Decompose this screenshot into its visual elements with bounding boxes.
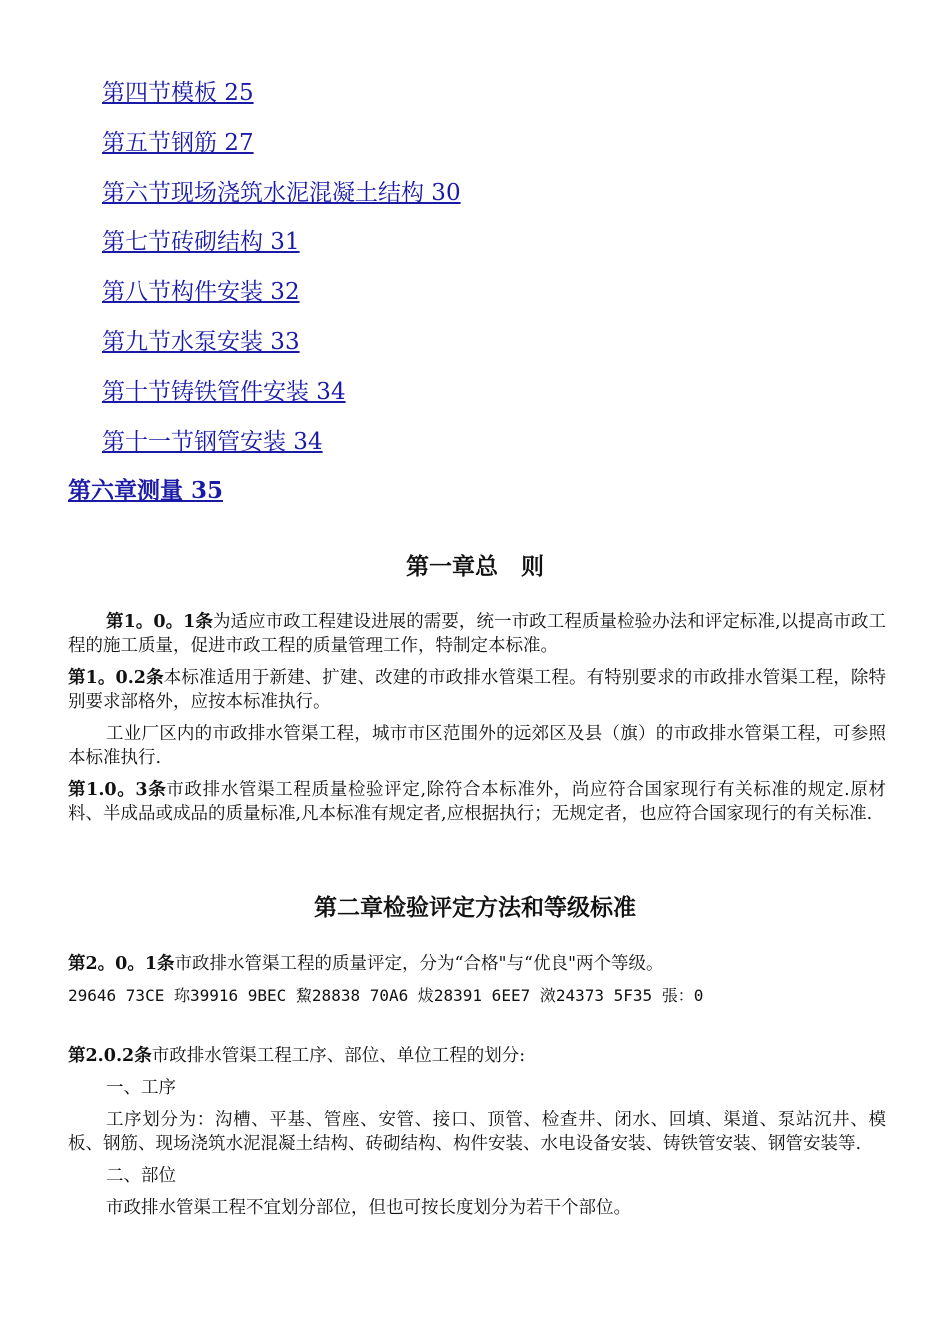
clause-1-0-1 bbox=[68, 610, 886, 658]
clause-text: 市政排水管渠工程工序、部位、单位工程的划分: bbox=[151, 1046, 526, 1066]
clause-label: 第2.0.2条 bbox=[68, 1046, 152, 1066]
clause-text: 为适应市政工程建设进展的需要，统一市政工程质量检验办法和评定标准,以提高市政工程的施工质量，促进市政工程的质量管理工作，特制定本标准。 bbox=[68, 612, 886, 656]
toc-link-section-11[interactable]: 第十一节钢管安装 34 bbox=[102, 428, 323, 455]
clause-label: 第1。0。1条 bbox=[106, 612, 213, 632]
toc-link-chapter-6[interactable]: 第六章测量 35 bbox=[68, 477, 224, 505]
clause-2-0-2 bbox=[68, 1044, 886, 1068]
chapter-2-title: 第二章检验评定方法和等级标准 bbox=[314, 894, 636, 921]
item-2-text: 市政排水管渠工程不宜划分部位，但也可按长度划分为若干个部位。 bbox=[106, 1198, 631, 1218]
clause-1-0-2-note: 工业厂区内的市政排水管渠工程，城市市区范围外的远郊区及县（旗）的市政排水管渠工程，可参照本标准执行. bbox=[68, 724, 886, 768]
code-line: 29646 73CE 珎39916 9BEC 鯬28838 70A6 炦28391 6EE7 滧24373 5F35 張：0 bbox=[68, 986, 704, 1005]
clause-2-0-1 bbox=[68, 952, 886, 976]
toc-link-section-7[interactable]: 第七节砖砌结构 31 bbox=[102, 229, 300, 256]
toc-link-section-5[interactable]: 第五节钢筋 27 bbox=[102, 129, 254, 156]
item-1-heading: 一、工序 bbox=[106, 1078, 176, 1098]
clause-label: 第2。0。1条 bbox=[68, 954, 175, 974]
toc-link-section-9[interactable]: 第九节水泵安装 33 bbox=[102, 328, 300, 355]
item-1-text: 工序划分为：沟槽、平基、管座、安管、接口、顶管、检查井、闭水、回填、渠道、泵站沉井、模板、钢筋、现场浇筑水泥混凝土结构、砖砌结构、构件安装、水电设备安装、铸铁管安装、钢管安装等. bbox=[68, 1110, 886, 1154]
clause-text: 本标准适用于新建、扩建、改建的市政排水管渠工程。有特别要求的市政排水管渠工程，除特别要求部格外，应按本标准执行。 bbox=[68, 668, 887, 712]
toc-link-section-4[interactable]: 第四节模板 25 bbox=[102, 80, 254, 106]
toc-link-section-10[interactable]: 第十节铸铁管件安装 34 bbox=[102, 378, 346, 405]
toc-link-section-8[interactable]: 第八节构件安装 32 bbox=[102, 279, 300, 306]
toc-link-section-6[interactable]: 第六节现场浇筑水泥混凝土结构 30 bbox=[102, 179, 461, 206]
clause-label: 第1.0。3条 bbox=[68, 780, 167, 800]
clause-1-0-3 bbox=[68, 778, 886, 826]
table-of-contents bbox=[0, 78, 950, 526]
item-2-heading: 二、部位 bbox=[106, 1166, 176, 1186]
clause-1-0-2 bbox=[68, 666, 886, 714]
chapter-1-title: 第一章总 则 bbox=[406, 553, 544, 580]
clause-text: 市政排水管渠工程的质量评定，分为“合格"与“优良"两个等级。 bbox=[174, 954, 664, 974]
chapter-2-body bbox=[68, 952, 886, 1228]
chapter-1-body bbox=[68, 610, 886, 834]
clause-label: 第1。0.2条 bbox=[68, 668, 164, 688]
clause-text: 市政排水管渠工程质量检验评定,除符合本标准外，尚应符合国家现行有关标准的规定.原材料、半成品或成品的质量标准,凡本标准有规定者,应根据执行；无规定者，也应符合国家现行的有关标准. bbox=[68, 780, 886, 824]
